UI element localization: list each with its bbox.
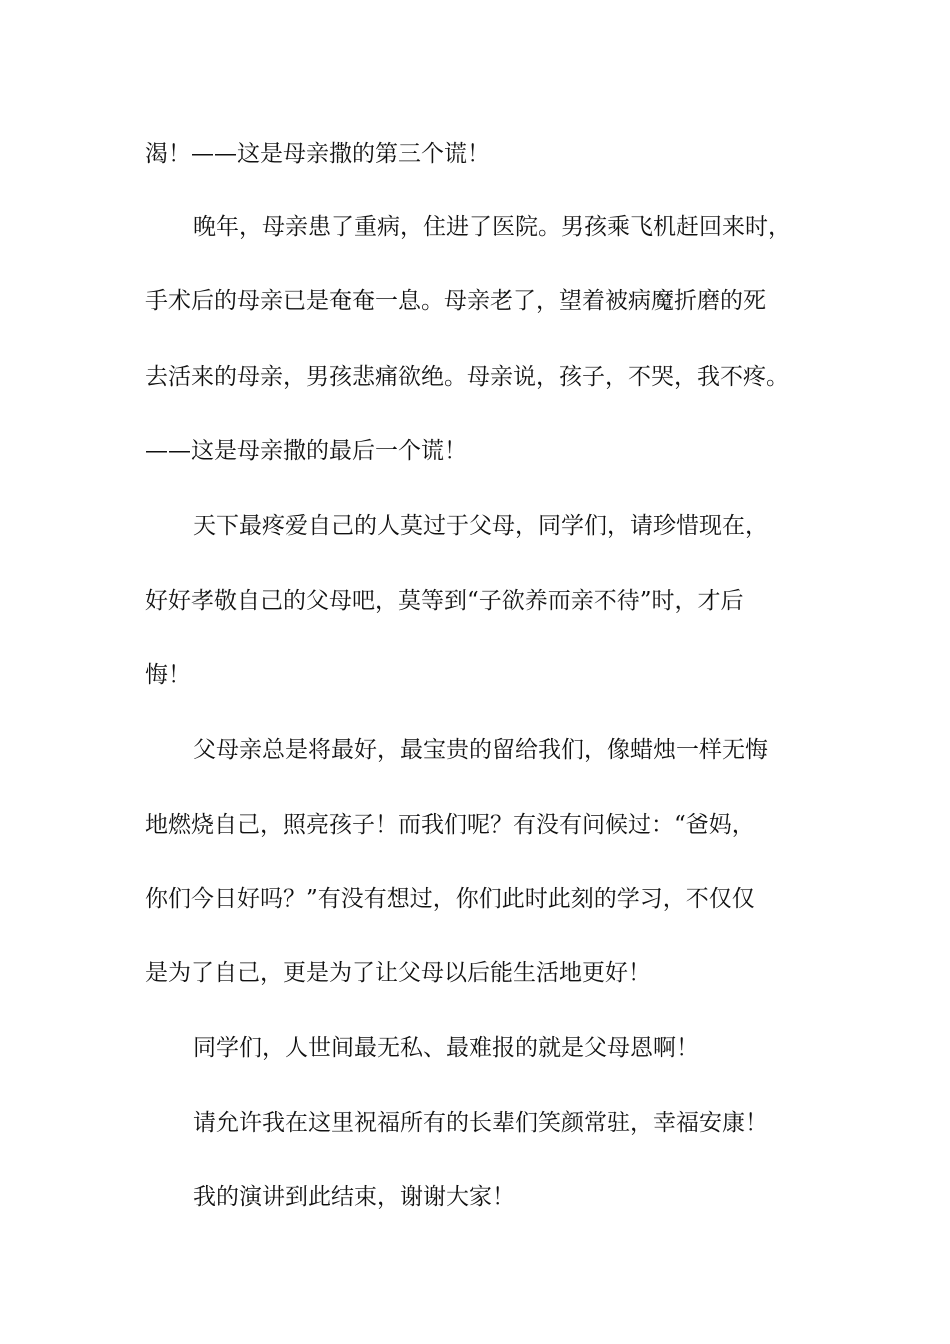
text-line-1: 渴！——这是母亲撒的第三个谎！ (145, 141, 490, 167)
text-line-11: 你们今日好吗？”有没有想过，你们此时此刻的学习，不仅仅 (145, 886, 755, 912)
text-line-14: 请允许我在这里祝福所有的长辈们笑颜常驻，幸福安康！ (193, 1110, 768, 1136)
text-line-6: 天下最疼爱自己的人莫过于父母，同学们，请珍惜现在， (193, 513, 768, 539)
text-line-2: 晚年，母亲患了重病，住进了医院。男孩乘飞机赶回来时， (193, 214, 791, 240)
text-line-8: 悔！ (145, 662, 191, 688)
text-line-13: 同学们，人世间最无私、最难报的就是父母恩啊！ (193, 1035, 699, 1061)
text-line-4: 去活来的母亲，男孩悲痛欲绝。母亲说，孩子，不哭，我不疼。 (145, 364, 789, 390)
text-line-12: 是为了自己，更是为了让父母以后能生活地更好！ (145, 960, 651, 986)
text-line-5: ——这是母亲撒的最后一个谎！ (145, 438, 467, 464)
text-line-15: 我的演讲到此结束，谢谢大家！ (193, 1184, 515, 1210)
text-line-9: 父母亲总是将最好，最宝贵的留给我们，像蜡烛一样无悔 (193, 737, 768, 763)
text-line-10: 地燃烧自己，照亮孩子！而我们呢？有没有问候过：“爸妈， (145, 812, 755, 838)
text-line-7: 好好孝敬自己的父母吧，莫等到“子欲养而亲不待”时，才后 (145, 588, 744, 614)
text-line-3: 手术后的母亲已是奄奄一息。母亲老了，望着被病魔折磨的死 (145, 288, 766, 314)
